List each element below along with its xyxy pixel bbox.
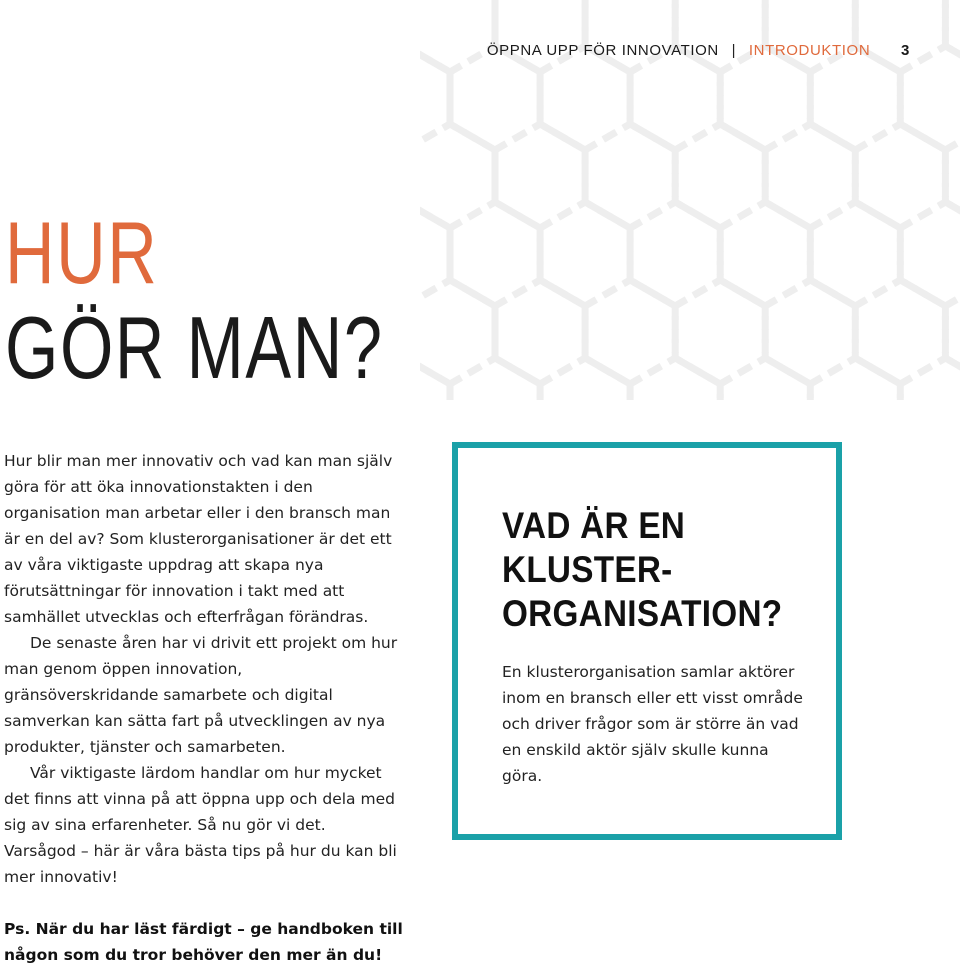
page-number: 3 (901, 42, 910, 59)
info-box-text: En klusterorganisation samlar aktörer inom en bransch eller ett visst område och driver frågor som är större än vad en enskild aktör själv skulle kunna göra. (502, 663, 803, 785)
paragraph-1: Hur blir man mer innovativ och vad kan man själv göra för att öka innovationstakten i den organisation man arbetar eller i den bransch man är en del av? Som klusterorganisationer är det ett av våra viktigaste uppdrag att skapa nya förutsättningar för innovation i takt med att samhället utvecklas och efterfrågan förändras. (4, 452, 393, 626)
page-title-line-2: GÖR MAN? (5, 298, 384, 397)
hexagon-shape (675, 0, 765, 72)
info-box-title-line-1: VAD ÄR EN (502, 505, 686, 546)
info-box (452, 442, 842, 840)
hexagon-shape (900, 46, 960, 150)
page-title-line-1: HUR (5, 203, 159, 302)
postscript: Ps. När du har läst färdigt – ge handboken till någon som du tror behöver den mer än du! (4, 920, 403, 964)
hexagon-shape (945, 0, 960, 72)
info-box-title-line-2: KLUSTER- (502, 549, 673, 590)
body-text (4, 448, 399, 890)
hexagon-shape (855, 0, 945, 72)
paragraph-2: De senaste åren har vi drivit ett projekt om hur man genom öppen innovation, gränsöverskridande samarbete och digital samverkan kan sätta fart på utvecklingen av nya produkter, tjänster och samarbeten. (4, 634, 398, 756)
hexagon-shape (900, 202, 960, 306)
header-separator: | (731, 42, 737, 59)
hexagon-shape (495, 0, 585, 72)
paragraph-3: Vår viktigaste lärdom handlar om hur mycket det finns att vinna på att öppna upp och dela med sig av sina erfarenheter. Så nu gör vi det. Varsågod – här är våra bästa tips på hur du kan bli mer innovativ! (4, 764, 397, 886)
page-header (487, 42, 910, 59)
hexagon-shape (585, 0, 675, 72)
info-box-title (502, 504, 782, 636)
header-section-name: INTRODUKTION (748, 42, 871, 59)
hexagon-pattern-decoration (420, 0, 960, 400)
page-title (5, 205, 384, 395)
hexagon-shape (765, 0, 855, 72)
hexagon-shape (420, 0, 495, 72)
header-document-title: ÖPPNA UPP FÖR INNOVATION (486, 42, 719, 59)
info-box-title-line-3: ORGANISATION? (502, 593, 783, 634)
